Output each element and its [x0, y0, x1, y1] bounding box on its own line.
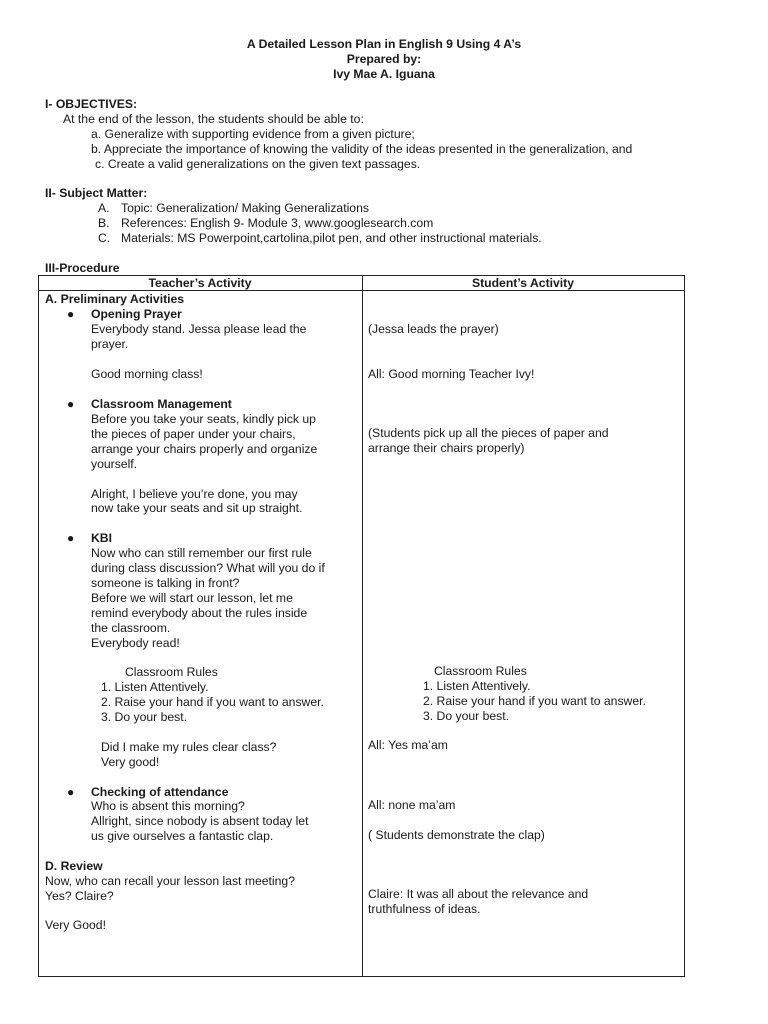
document-title: A Detailed Lesson Plan in English 9 Using 4 A’s: [246, 37, 522, 51]
bullet-icon: ●: [67, 785, 75, 799]
bullet-icon: ●: [67, 531, 75, 545]
teacher-line: the pieces of paper under your chairs,: [91, 427, 296, 441]
teacher-line: Now, who can recall your lesson last meeting?: [45, 874, 295, 888]
preliminary-activities-heading: A. Preliminary Activities: [45, 292, 185, 306]
student-rule-item: 3. Do your best.: [423, 709, 510, 723]
subject-matter-heading: II- Subject Matter:: [45, 186, 148, 200]
objectives-heading: I- OBJECTIVES:: [45, 97, 138, 111]
student-line: truthfulness of ideas.: [368, 902, 481, 916]
objective-item: c. Create a valid generalizations on the given text passages.: [95, 157, 421, 171]
teacher-rule-item: 3. Do your best.: [101, 710, 188, 724]
teacher-line: Before we will start our lesson, let me: [91, 591, 293, 605]
student-rules-title: Classroom Rules: [434, 664, 527, 678]
teacher-line: Alright, I believe you’re done, you may: [91, 487, 298, 501]
procedure-heading: III-Procedure: [45, 261, 120, 275]
teacher-line: Before you take your seats, kindly pick up: [91, 412, 316, 426]
teacher-line: us give ourselves a fantastic clap.: [91, 829, 274, 843]
subject-materials: Materials: MS Powerpoint,cartolina,pilot pen, and other instructional materials.: [121, 231, 542, 245]
teacher-line: Who is absent this morning?: [91, 799, 245, 813]
student-line: Claire: It was all about the relevance and: [368, 887, 589, 901]
subject-marker: B.: [98, 216, 110, 230]
student-line: (Students pick up all the pieces of paper and: [368, 426, 609, 440]
objective-item: b. Appreciate the importance of knowing the validity of the ideas presented in the generalization, and: [91, 142, 633, 156]
teacher-line: during class discussion? What will you do if: [91, 561, 325, 575]
student-rule-item: 2. Raise your hand if you want to answer.: [423, 694, 646, 708]
teacher-line: Good morning class!: [91, 367, 203, 381]
attendance-heading: Checking of attendance: [91, 785, 229, 799]
student-rule-item: 1. Listen Attentively.: [423, 679, 531, 693]
teacher-column-header: Teacher’s Activity: [148, 276, 252, 290]
teacher-line: Very good!: [101, 755, 160, 769]
teacher-line: Everybody read!: [91, 636, 180, 650]
teacher-line: someone is talking in front?: [91, 576, 240, 590]
teacher-line: now take your seats and sit up straight.: [91, 501, 303, 515]
author-name: Ivy Mae A. Iguana: [333, 67, 435, 81]
student-line: arrange their chairs properly): [368, 441, 525, 455]
student-line: All: none ma’am: [368, 798, 456, 812]
teacher-line: Very Good!: [45, 918, 106, 932]
teacher-line: yourself.: [91, 457, 138, 471]
teacher-line: Yes? Claire?: [45, 889, 114, 903]
prepared-by-label: Prepared by:: [346, 52, 422, 66]
subject-marker: C.: [98, 231, 111, 245]
teacher-rule-item: 2. Raise your hand if you want to answer.: [101, 695, 324, 709]
subject-topic: Topic: Generalization/ Making Generalizations: [121, 201, 369, 215]
subject-references: References: English 9- Module 3, www.googlesearch.com: [121, 216, 434, 230]
classroom-management-heading: Classroom Management: [91, 397, 232, 411]
kbi-heading: KBI: [91, 531, 112, 545]
teacher-line: arrange your chairs properly and organize: [91, 442, 318, 456]
student-line: ( Students demonstrate the clap): [368, 828, 545, 842]
subject-marker: A.: [98, 201, 110, 215]
objectives-intro: At the end of the lesson, the students should be able to:: [63, 112, 364, 126]
student-line: (Jessa leads the prayer): [368, 322, 499, 336]
student-column-header: Student’s Activity: [471, 276, 575, 290]
bullet-icon: ●: [67, 397, 75, 411]
review-heading: D. Review: [45, 859, 103, 873]
teacher-line: Everybody stand. Jessa please lead the: [91, 322, 307, 336]
opening-prayer-heading: Opening Prayer: [91, 307, 182, 321]
objective-item: a. Generalize with supporting evidence from a given picture;: [91, 127, 415, 141]
student-line: All: Yes ma’am: [368, 738, 448, 752]
teacher-rule-item: 1. Listen Attentively.: [101, 680, 209, 694]
teacher-line: remind everybody about the rules inside: [91, 606, 308, 620]
teacher-line: prayer.: [91, 337, 129, 351]
teacher-rules-title: Classroom Rules: [125, 665, 218, 679]
teacher-line: Did I make my rules clear class?: [101, 740, 277, 754]
teacher-line: Allright, since nobody is absent today let: [91, 814, 309, 828]
teacher-line: the classroom.: [91, 621, 171, 635]
teacher-line: Now who can still remember our first rule: [91, 546, 312, 560]
student-line: All: Good morning Teacher Ivy!: [368, 367, 535, 381]
bullet-icon: ●: [67, 307, 75, 321]
